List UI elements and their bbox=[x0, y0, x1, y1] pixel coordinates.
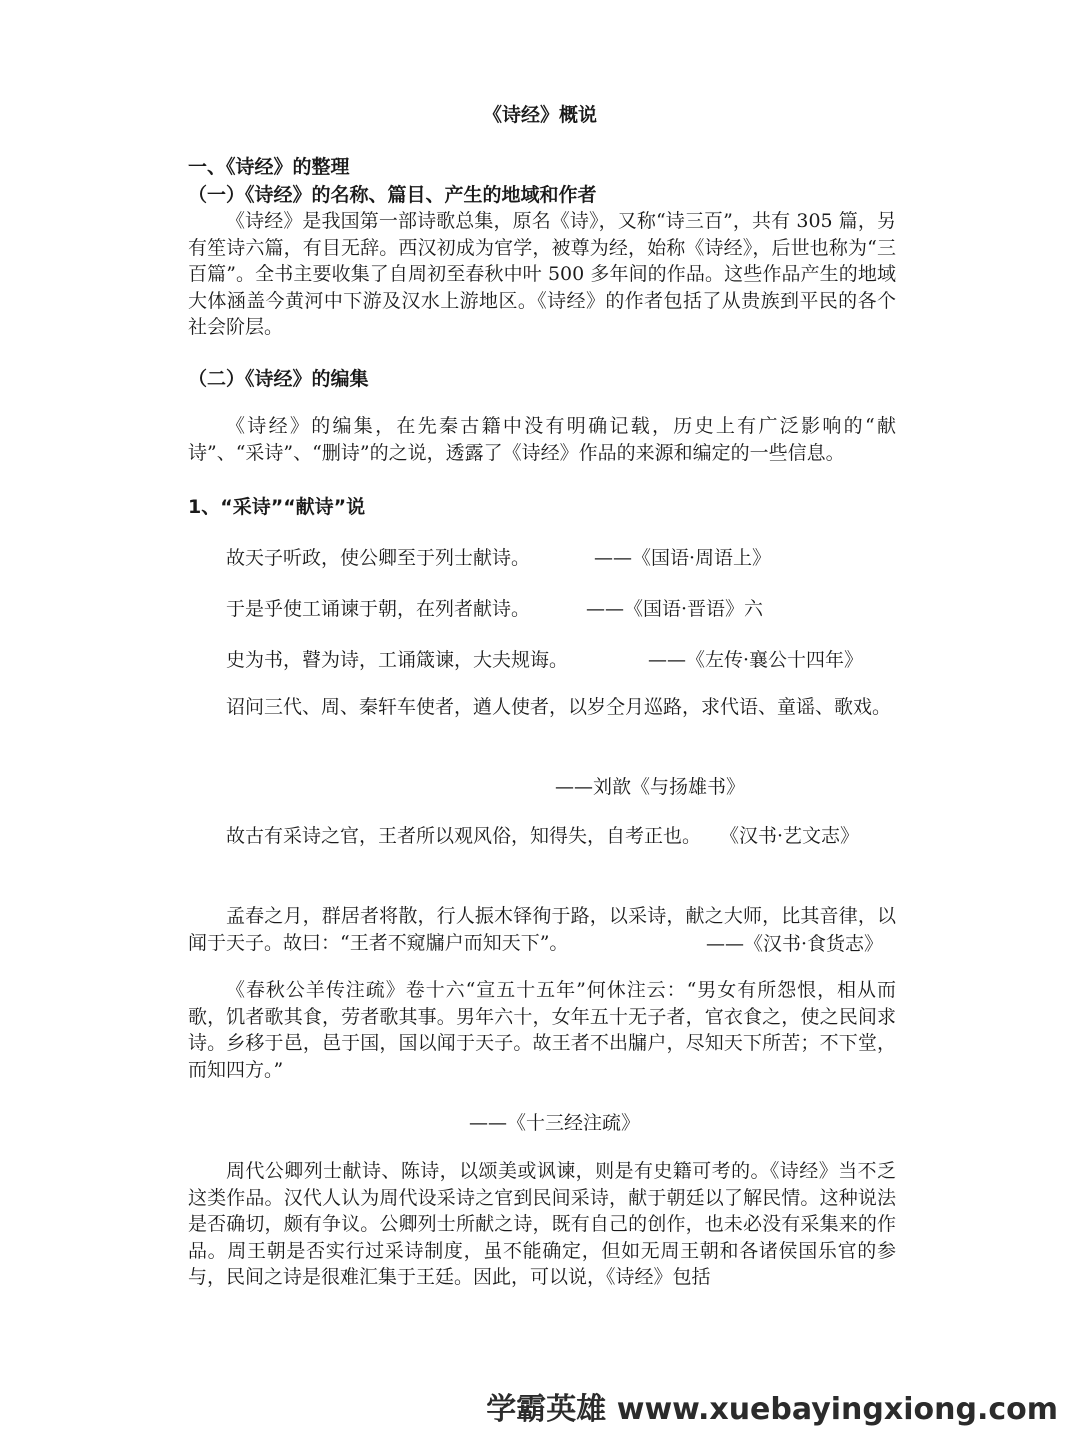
page-title: 《诗经》概说 bbox=[482, 104, 597, 126]
paragraph-compilation: 《诗经》的编集，在先秦古籍中没有明确记载，历史上有广泛影响的“献诗”、“采诗”、“删诗”的之说，透露了《诗经》作品的来源和编定的一些信息。 bbox=[188, 415, 896, 464]
quote-text: 史为书，瞽为诗，工诵箴谏，大夫规诲。 bbox=[226, 649, 569, 671]
quote-source: ——《国语·晋语》六 bbox=[586, 598, 764, 620]
quote-source: ——《左传·襄公十四年》 bbox=[648, 649, 864, 671]
section-heading: 一、《诗经》的整理 bbox=[188, 156, 350, 178]
quote-hanshu-yiwenzhi: 故古有采诗之官，王者所以观风俗，知得失，自考正也。 《汉书·艺文志》 bbox=[226, 825, 860, 847]
quote-hanshu-shihuozhi: 孟春之月，群居者将散，行人振木铎徇于路，以采诗，献之大师，比其音律，以闻于天子。故曰：“王者不窥牖户而知天下”。 bbox=[188, 905, 896, 954]
paragraph-names: 《诗经》是我国第一部诗歌总集，原名《诗》，又称“诗三百”，共有 305 篇，另有笙诗六篇，有目无辞。西汉初成为官学，被尊为经，始称《诗经》，后世也称为“三百篇”。全书主要收集了自周初至春秋中叶 500 多年间的作品。这些作品产生的地域大体涵盖今黄河中下游及汉水上游地区。《诗经》的作者包括了从贵族到平民的各个社会阶层。 bbox=[188, 210, 896, 338]
subsection-heading-compilation: （二）《诗经》的编集 bbox=[188, 368, 369, 390]
subsection-heading-names: （一）《诗经》的名称、篇目、产生的地域和作者 bbox=[188, 184, 597, 206]
quote-text: 故天子听政，使公卿至于列士献诗。 bbox=[226, 547, 531, 569]
quote-liuxin: 诏问三代、周、秦轩车使者，遒人使者，以岁仝月巡路，求代语、童谣、歌戏。 bbox=[226, 696, 892, 718]
quote-source: ——《汉书·食货志》 bbox=[706, 933, 884, 955]
quote-source: ——《国语·周语上》 bbox=[594, 547, 772, 569]
watermark: 学霸英雄 www.xuebayingxiong.com bbox=[486, 1392, 1058, 1427]
paragraph-summary: 周代公卿列士献诗、陈诗，以颂美或讽谏，则是有史籍可考的。《诗经》当不乏这类作品。汉代人认为周代设采诗之官到民间采诗，献于朝廷以了解民情。这种说法是否确切，颇有争议。公卿列士所献之诗，既有自己的创作，也未必没有采集来的作品。周王朝是否实行过采诗制度，虽不能确定，但如无周王朝和各诸侯国乐官的参与，民间之诗是很难汇集于王廷。因此，可以说，《诗经》包括 bbox=[188, 1160, 896, 1288]
quote-source: ——刘歆《与扬雄书》 bbox=[555, 776, 746, 798]
quote-text: 于是乎使工诵谏于朝，在列者献诗。 bbox=[226, 598, 531, 620]
quote-gongyang: 《春秋公羊传注疏》卷十六“宣五十五年”何休注云：“男女有所怨恨，相从而歌，饥者歌其食，劳者歌其事。男年六十，女年五十无子者，官衣食之，使之民间求诗。乡移于邑，邑于国，国以闻于天子。故王者不出牖户，尽知天下所苦；不下堂，而知四方。” bbox=[188, 979, 896, 1081]
item-heading-caishi: 1、“采诗”“献诗”说 bbox=[188, 496, 366, 518]
quote-source: ——《十三经注疏》 bbox=[469, 1112, 641, 1134]
